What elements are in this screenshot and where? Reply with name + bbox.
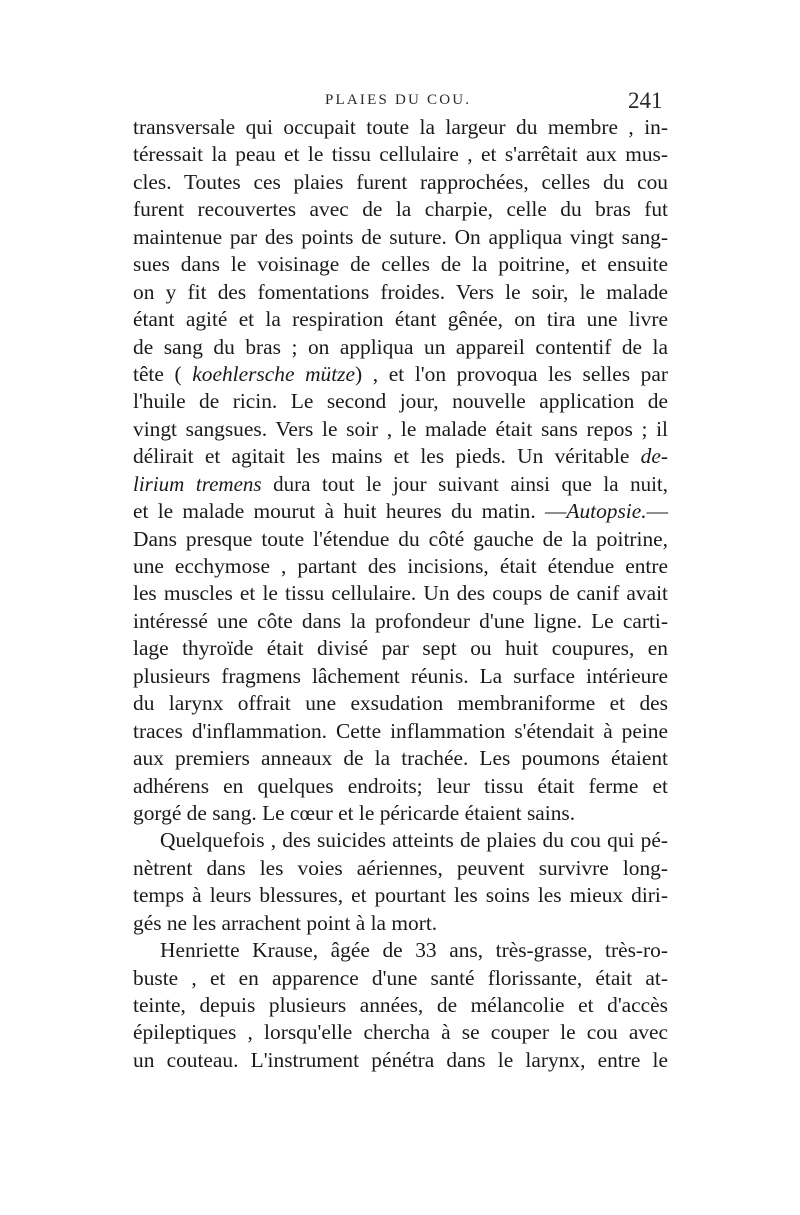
text-segment: Henriette Krause, âgée de 33 ans, très-grasse, très-ro- xyxy=(160,938,668,963)
text-segment: buste , et en apparence d'une santé florissante, était at- xyxy=(133,965,668,990)
text-segment: un couteau. L'instrument pénétra dans le larynx, entre le xyxy=(133,1047,668,1072)
text-line xyxy=(133,663,668,690)
text-segment: furent recouvertes avec de la charpie, celle du bras fut xyxy=(133,197,668,222)
text-line xyxy=(133,169,668,196)
text-segment: teinte, depuis plusieurs années, de mélancolie et d'accès xyxy=(133,993,668,1017)
text-segment: dura tout le jour suivant ainsi que la nuit, xyxy=(261,471,668,496)
running-title: PLAIES DU COU. xyxy=(325,92,472,108)
text-segment: délirait et agitait les mains et les pieds. Un véritable xyxy=(133,444,641,469)
text-segment: adhérens en quelques endroits; leur tissu était ferme et xyxy=(133,773,668,798)
text-segment: aux premiers anneaux de la trachée. Les poumons étaient xyxy=(133,746,668,771)
text-segment: Quelquefois , des suicides atteints de plaies du cou qui pé- xyxy=(160,828,668,853)
text-line xyxy=(133,279,668,306)
italic-text: Autopsie. xyxy=(566,499,647,524)
text-segment: de sang du bras ; on appliqua un appareil contentif de la xyxy=(133,334,668,359)
text-segment: l'huile de ricin. Le second jour, nouvelle application de xyxy=(133,389,668,414)
text-line xyxy=(133,141,668,168)
text-line xyxy=(133,1047,668,1074)
text-line xyxy=(133,608,668,635)
text-segment: téressait la peau et le tissu cellulaire , et s'arrêtait aux mus- xyxy=(133,142,668,167)
text-line xyxy=(133,251,668,278)
text-line xyxy=(133,718,668,745)
text-segment: intéressé une côte dans la profondeur d'une ligne. Le carti- xyxy=(133,608,668,633)
text-line xyxy=(133,334,668,361)
text-line xyxy=(133,471,668,498)
text-segment: vingt sangsues. Vers le soir , le malade était sans repos ; il xyxy=(133,416,668,441)
text-line xyxy=(133,196,668,223)
text-segment: nètrent dans les voies aériennes, peuvent survivre long- xyxy=(133,855,668,880)
text-line xyxy=(133,443,668,470)
text-line xyxy=(133,745,668,772)
text-line xyxy=(133,388,668,415)
page-number: 241 xyxy=(628,88,663,113)
text-segment: cles. Toutes ces plaies furent rapprochées, celles du cou xyxy=(133,169,668,194)
text-line xyxy=(133,773,668,800)
text-line xyxy=(133,910,668,937)
text-line xyxy=(133,224,668,251)
text-line xyxy=(133,361,668,388)
text-segment: les muscles et le tissu cellulaire. Un des coups de canif avait xyxy=(133,581,668,606)
text-line xyxy=(133,635,668,662)
text-segment: sues dans le voisinage de celles de la poitrine, et ensuite xyxy=(133,252,668,277)
text-line xyxy=(133,965,668,992)
text-line xyxy=(133,306,668,333)
text-line xyxy=(133,690,668,717)
text-line xyxy=(133,855,668,882)
text-segment: lage thyroïde était divisé par sept ou huit coupures, en xyxy=(133,636,668,661)
text-segment: temps à leurs blessures, et pourtant les soins les mieux diri- xyxy=(133,883,668,908)
text-segment: tête ( xyxy=(133,361,193,386)
text-segment: du larynx offrait une exsudation membraniforme et des xyxy=(133,691,668,716)
text-segment: plusieurs fragmens lâchement réunis. La surface intérieure xyxy=(133,663,668,688)
text-segment: gés ne les arrachent point à la mort. xyxy=(133,910,438,935)
text-segment: gorgé de sang. Le cœur et le péricarde étaient sains. xyxy=(133,800,576,825)
text-segment: et le malade mourut à huit heures du matin. — xyxy=(133,499,567,524)
text-line xyxy=(133,1019,668,1046)
text-line xyxy=(133,526,668,553)
text-segment: on y fit des fomentations froides. Vers le soir, le malade xyxy=(133,279,668,304)
text-line xyxy=(133,937,668,964)
text-line xyxy=(133,580,668,607)
text-segment: maintenue par des points de suture. On appliqua vingt sang- xyxy=(133,224,668,249)
text-line xyxy=(133,498,668,525)
text-segment: une ecchymose , partant des incisions, était étendue entre xyxy=(133,554,668,578)
text-segment: transversale qui occupait toute la largeur du membre , in- xyxy=(133,115,668,139)
body-text xyxy=(133,114,668,1074)
italic-text: de- xyxy=(640,444,668,469)
text-line xyxy=(133,800,668,827)
text-line xyxy=(133,553,668,580)
text-segment: étant agité et la respiration étant gênée, on tira une livre xyxy=(133,307,668,332)
text-segment: ) , et l'on provoqua les selles par xyxy=(355,361,668,386)
text-line xyxy=(133,114,668,141)
text-line xyxy=(133,992,668,1019)
text-segment: — xyxy=(646,499,668,524)
text-segment: épileptiques , lorsqu'elle chercha à se couper le cou avec xyxy=(133,1020,668,1045)
text-line xyxy=(133,827,668,854)
italic-text: koehlersche mütze xyxy=(192,361,355,386)
text-segment: Dans presque toute l'étendue du côté gauche de la poitrine, xyxy=(133,526,668,551)
text-line xyxy=(133,416,668,443)
italic-text: lirium tremens xyxy=(133,471,262,496)
text-line xyxy=(133,882,668,909)
text-segment: traces d'inflammation. Cette inflammation s'étendait à peine xyxy=(133,718,668,743)
